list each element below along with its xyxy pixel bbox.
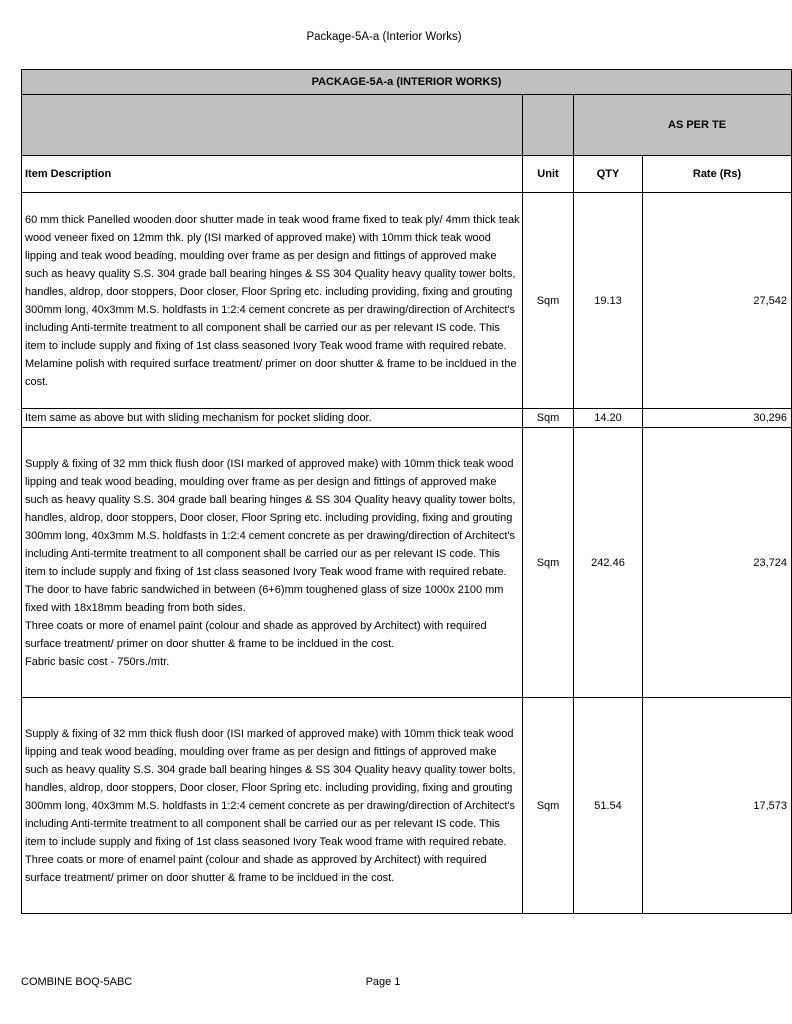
table-row <box>22 409 792 428</box>
section-heading-row <box>22 95 792 156</box>
item-rate: 17,573 <box>643 698 792 914</box>
item-rate: 30,296 <box>643 409 792 428</box>
item-unit: Sqm <box>523 193 574 409</box>
item-description: Supply & fixing of 32 mm thick flush door (ISI marked of approved make) with 10mm thick teak wood lipping and teak wood beading, moulding over frame as per design and fittings of approved make such as heavy quality S.S. 304 grade ball bearing hinges & SS 304 Quality heavy quality tower bolts, handles, aldrop, door stoppers, Door closer, Floor Spring etc. including providing, fixing and grouting 300mm long, 40x3mm M.S. holdfasts in 1:2:4 cement concrete as per drawing/direction of Architect's including Anti-termite treatment to all component shall be carried our as per relevant IS code. This item to include supply and fixing of 1st class seasoned Ivory Teak wood frame with required rebate. Three coats or more of enamel paint (colour and shade as approved by Architect) with required surface treatment/ primer on door shutter & frame to be incldued in the cost. <box>22 698 523 914</box>
item-qty: 51.54 <box>574 698 643 914</box>
table-row <box>22 428 792 698</box>
item-rate: 23,724 <box>643 428 792 698</box>
item-description: Supply & fixing of 32 mm thick flush door (ISI marked of approved make) with 10mm thick teak wood lipping and teak wood beading, moulding over frame as per design and fittings of approved make such as heavy quality S.S. 304 grade ball bearing hinges & SS 304 Quality heavy quality tower bolts, handles, aldrop, door stoppers, Door closer, Floor Spring etc. including providing, fixing and grouting 300mm long, 40x3mm M.S. holdfasts in 1:2:4 cement concrete as per drawing/direction of Architect's including Anti-termite treatment to all component shall be carried our as per relevant IS code. This item to include supply and fixing of 1st class seasoned Ivory Teak wood frame with required rebate. The door to have fabric sandwiched in between (6+6)mm toughened glass of size 1000x 2100 mm fixed with 18x18mm beading from both sides. Three coats or more of enamel paint (colour and shade as approved by Architect) with required surface treatment/ primer on door shutter & frame to be incldued in the cost. Fabric basic cost - 750rs./mtr. <box>22 428 523 698</box>
item-description: Item same as above but with sliding mechanism for pocket sliding door. <box>22 409 523 428</box>
table-title: PACKAGE-5A-a (INTERIOR WORKS) <box>22 70 792 95</box>
item-description: 60 mm thick Panelled wooden door shutter made in teak wood frame fixed to teak ply/ 4mm thick teak wood veneer fixed on 12mm thk. ply (ISI marked of approved make) with 10mm thick teak wood lipping and teak wood beading, moulding over frame as per design and fittings of approved make such as heavy quality S.S. 304 grade ball bearing hinges & SS 304 Quality heavy quality tower bolts, handles, aldrop, door stoppers, Door closer, Floor Spring etc. including providing, fixing and grouting 300mm long, 40x3mm M.S. holdfasts in 1:2:4 cement concrete as per drawing/direction of Architect's including Anti-termite treatment to all component shall be carried our as per relevant IS code. This item to include supply and fixing of 1st class seasoned Ivory Teak wood frame with required rebate. Melamine polish with required surface treatment/ primer on door shutter & frame to be incldued in the cost. <box>22 193 523 409</box>
item-qty: 242.46 <box>574 428 643 698</box>
item-unit: Sqm <box>523 698 574 914</box>
footer-document-name: COMBINE BOQ-5ABC <box>21 976 133 988</box>
table-title-row <box>22 70 792 95</box>
section-heading: AS PER TE <box>574 95 792 156</box>
column-header-rate: Rate (Rs) <box>643 156 792 193</box>
heading-blank-cell <box>22 95 523 156</box>
table-row <box>22 698 792 914</box>
item-qty: 14.20 <box>574 409 643 428</box>
table-row <box>22 193 792 409</box>
boq-table <box>21 69 792 914</box>
item-unit: Sqm <box>523 409 574 428</box>
column-header-row <box>22 156 792 193</box>
item-qty: 19.13 <box>574 193 643 409</box>
column-header-unit: Unit <box>523 156 574 193</box>
heading-blank-cell <box>523 95 574 156</box>
item-unit: Sqm <box>523 428 574 698</box>
footer-page-number: Page 1 <box>365 976 401 988</box>
column-header-qty: QTY <box>574 156 643 193</box>
item-rate: 27,542 <box>643 193 792 409</box>
column-header-description: Item Description <box>22 156 523 193</box>
page-header: Package-5A-a (Interior Works) <box>306 31 462 43</box>
